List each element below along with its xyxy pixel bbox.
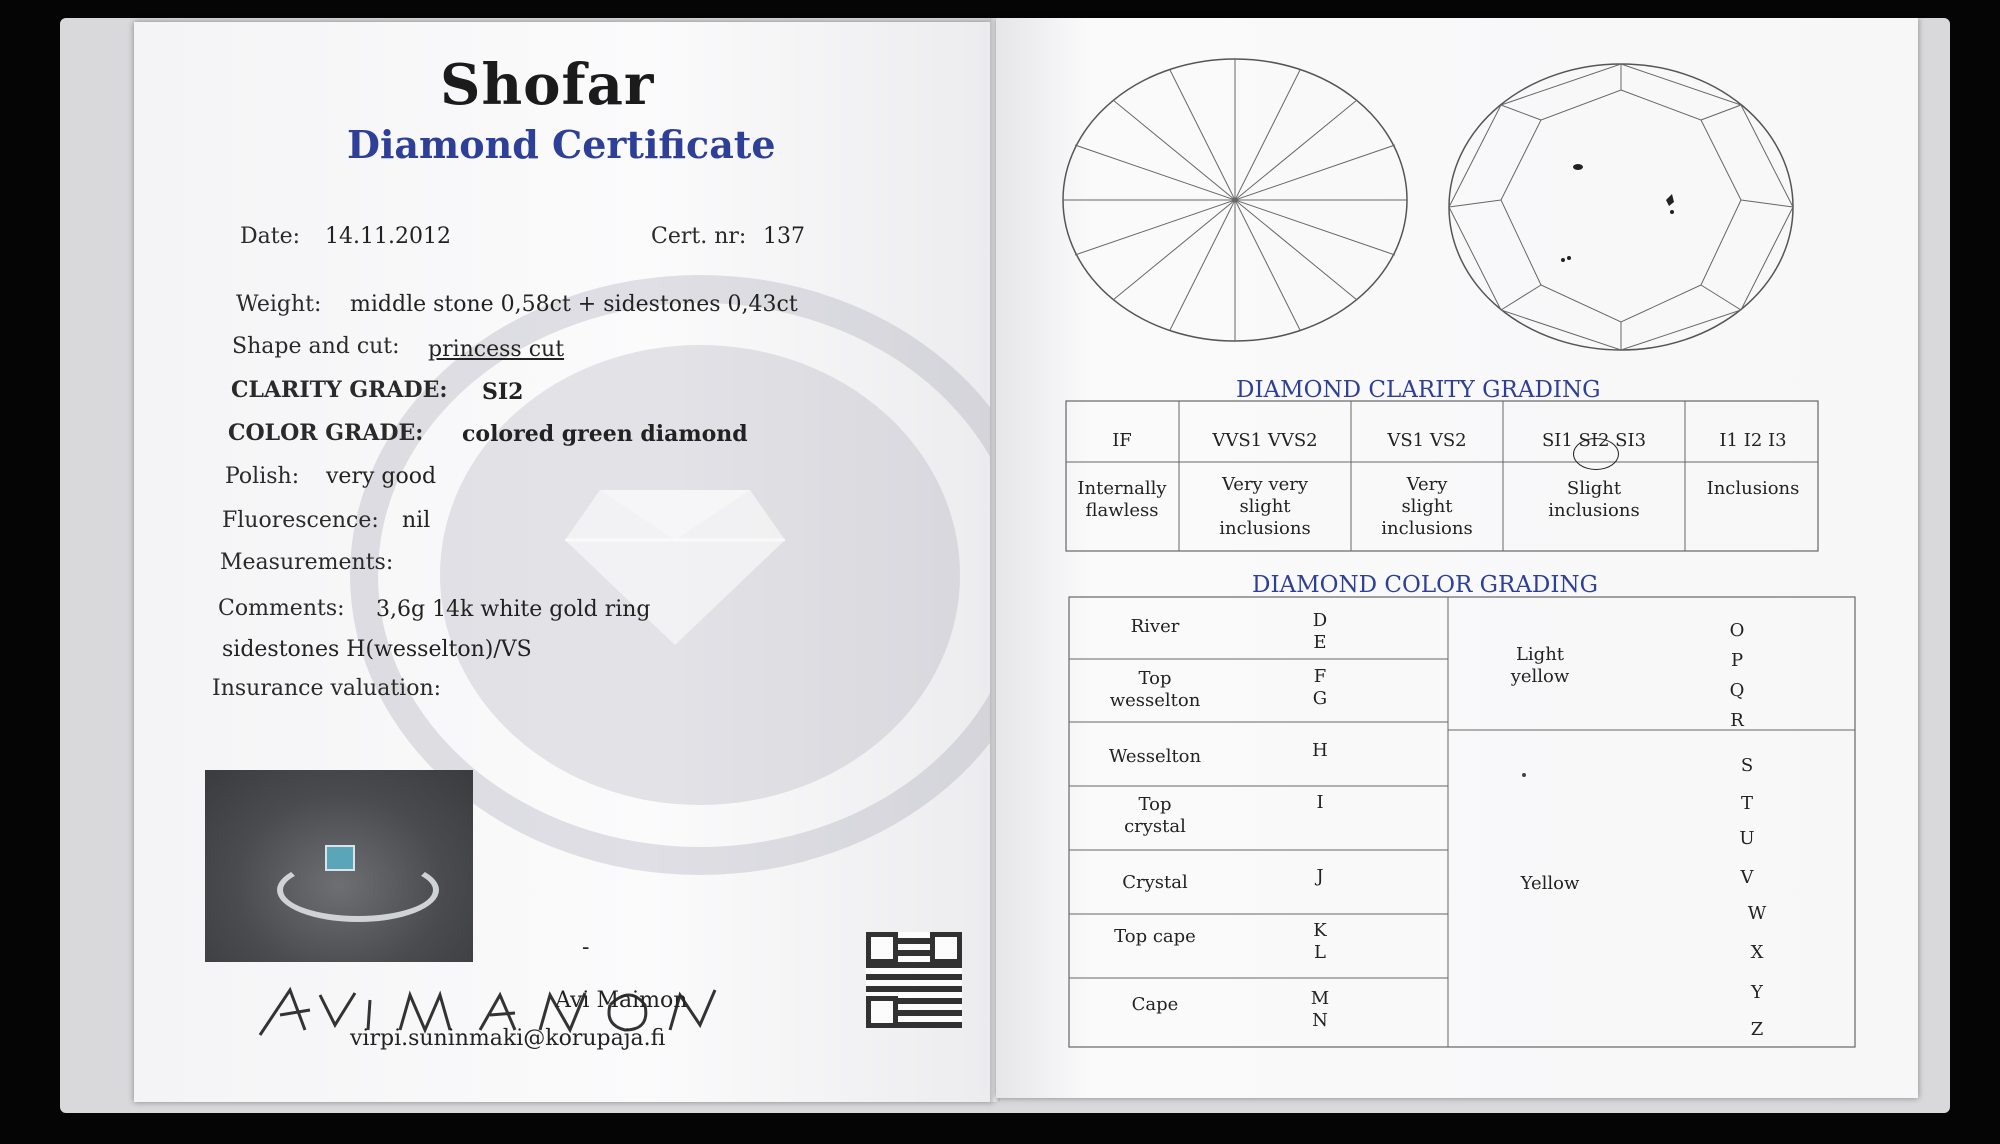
yellow-label: Yellow bbox=[1520, 873, 1580, 894]
contact-email: virpi.suninmaki@korupaja.fi bbox=[350, 1026, 666, 1051]
clarity-description-cell: Very slight inclusions bbox=[1381, 474, 1473, 539]
brand-logo: Shofar bbox=[440, 52, 655, 118]
color-row-grades: J bbox=[1316, 866, 1324, 887]
clarity-grade-cell: VVS1 VVS2 bbox=[1212, 430, 1318, 451]
color-grade-value: colored green diamond bbox=[462, 421, 748, 447]
qr-code bbox=[866, 932, 962, 1028]
stray-mark bbox=[1522, 773, 1526, 777]
fluorescence-value: nil bbox=[402, 508, 431, 533]
clarity-grade-cell: IF bbox=[1112, 430, 1132, 451]
clarity-grade-cell: VS1 VS2 bbox=[1387, 430, 1467, 451]
light-yellow-grade: O bbox=[1729, 620, 1745, 641]
measurements-label: Measurements: bbox=[220, 550, 394, 575]
weight-label: Weight: bbox=[236, 292, 322, 317]
color-grade-label: COLOR GRADE: bbox=[228, 420, 424, 446]
cert-number-label: Cert. nr: bbox=[651, 224, 747, 249]
date-value: 14.11.2012 bbox=[325, 224, 451, 249]
comments-value: 3,6g 14k white gold ring bbox=[376, 597, 651, 622]
ring-photo bbox=[205, 770, 473, 962]
color-row-grades: F G bbox=[1312, 666, 1328, 709]
shape-value: princess cut bbox=[428, 337, 565, 362]
clarity-description-cell: Internally flawless bbox=[1077, 478, 1167, 521]
clarity-grade-label: CLARITY GRADE: bbox=[231, 377, 448, 403]
color-row-name: Top crystal bbox=[1124, 794, 1186, 837]
insurance-label: Insurance valuation: bbox=[212, 676, 442, 701]
clarity-grading-title: DIAMOND CLARITY GRADING bbox=[1236, 377, 1601, 403]
color-row-name: Top cape bbox=[1114, 926, 1196, 947]
comments-label: Comments: bbox=[218, 596, 345, 621]
yellow-grade: X bbox=[1750, 942, 1764, 963]
light-yellow-label: Light yellow bbox=[1510, 644, 1570, 687]
cert-number-value: 137 bbox=[763, 224, 805, 249]
polish-label: Polish: bbox=[225, 464, 300, 489]
clarity-grade-value: SI2 bbox=[482, 379, 524, 405]
certificate-title: Diamond Certificate bbox=[347, 122, 776, 167]
light-yellow-grade: R bbox=[1730, 710, 1744, 731]
yellow-grade: Y bbox=[1751, 982, 1763, 1003]
dash-mark: - bbox=[582, 935, 590, 960]
clarity-grade-cell: I1 I2 I3 bbox=[1719, 430, 1787, 451]
clarity-description-cell: Slight inclusions bbox=[1548, 478, 1640, 521]
color-grading-title: DIAMOND COLOR GRADING bbox=[1252, 572, 1598, 598]
clarity-description-cell: Inclusions bbox=[1706, 478, 1800, 499]
si2-selection-circle bbox=[1573, 438, 1619, 470]
color-row-grades: H bbox=[1312, 740, 1328, 761]
light-yellow-grade: P bbox=[1730, 650, 1744, 671]
color-row-name: Top wesselton bbox=[1109, 668, 1201, 711]
shape-label: Shape and cut: bbox=[232, 334, 400, 359]
yellow-grade: U bbox=[1739, 828, 1755, 849]
date-label: Date: bbox=[240, 224, 301, 249]
color-row-name: River bbox=[1130, 616, 1180, 637]
weight-value: middle stone 0,58ct + sidestones 0,43ct bbox=[350, 292, 798, 317]
polish-value: very good bbox=[326, 464, 437, 489]
clarity-grade-cell: SI1 SI2 SI3 bbox=[1541, 430, 1647, 451]
ring-band bbox=[277, 858, 439, 922]
yellow-grade: Z bbox=[1750, 1019, 1764, 1040]
light-yellow-grade: Q bbox=[1729, 680, 1745, 701]
seal-diamond-icon bbox=[560, 470, 790, 650]
diamond-inclusion-plot bbox=[1446, 60, 1796, 355]
clarity-description-cell: Very very slight inclusions bbox=[1219, 474, 1311, 539]
color-row-name: Wesselton bbox=[1108, 746, 1202, 767]
color-row-grades: M N bbox=[1310, 988, 1330, 1031]
yellow-grade: W bbox=[1747, 903, 1767, 924]
yellow-grade: S bbox=[1740, 755, 1754, 776]
green-diamond bbox=[325, 845, 355, 871]
yellow-grade: V bbox=[1740, 867, 1754, 888]
color-row-grades: K L bbox=[1313, 920, 1327, 963]
comments-line-2: sidestones H(wesselton)/VS bbox=[222, 637, 532, 662]
diamond-top-view-diagram bbox=[1060, 55, 1410, 345]
yellow-grade: T bbox=[1740, 793, 1753, 814]
fluorescence-label: Fluorescence: bbox=[222, 508, 379, 533]
color-row-name: Crystal bbox=[1122, 872, 1188, 893]
color-row-grades: D E bbox=[1312, 610, 1328, 653]
color-row-grades: I bbox=[1316, 792, 1324, 813]
color-row-name: Cape bbox=[1131, 994, 1179, 1015]
signer-name: Avi Maimon bbox=[555, 988, 688, 1013]
